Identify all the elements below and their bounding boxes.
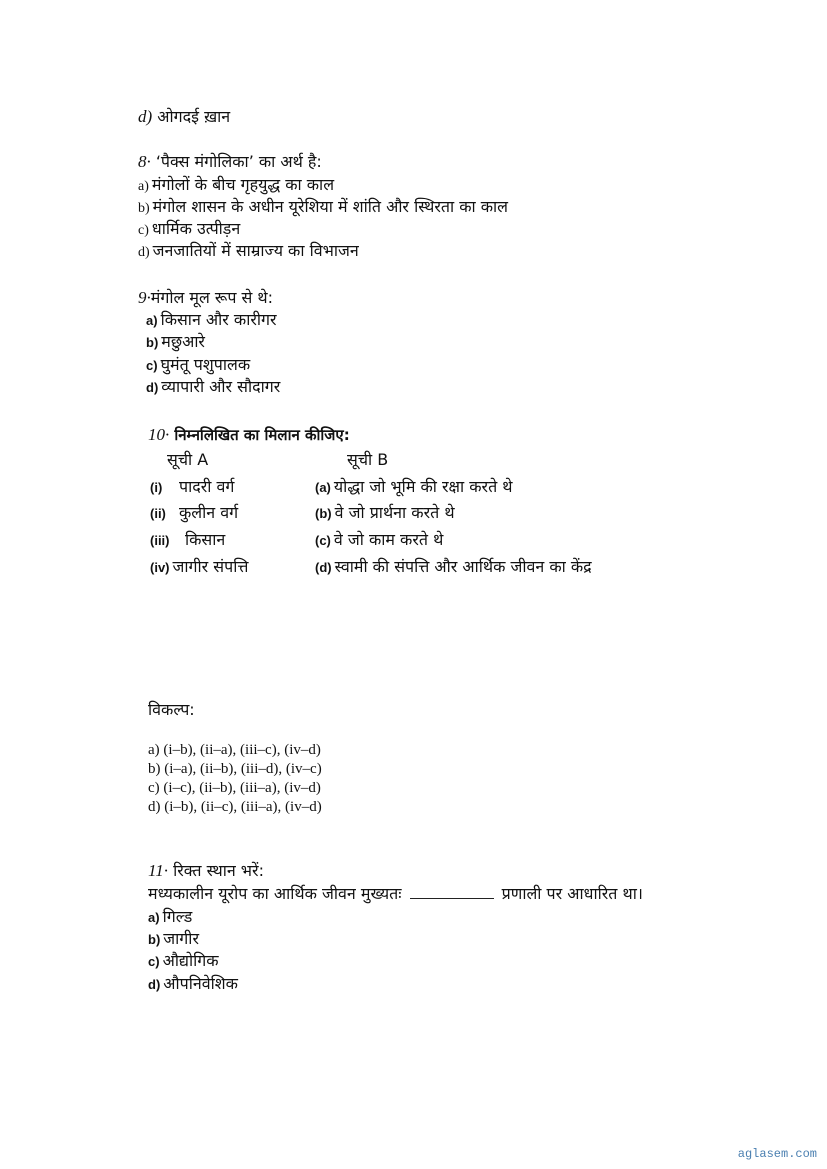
footer-watermark[interactable]: aglasem.com [737,1147,817,1161]
q8-question: 8· ‘पैक्स मंगोलिका’ का अर्थ है: [138,152,322,171]
choice-c: c) (i–c), (ii–b), (iii–a), (iv–d) [148,780,321,796]
choices-heading: विकल्प: [148,700,195,719]
q8-option-c: c) धार्मिक उत्पीड़न [138,219,241,238]
choice-a: a) (i–b), (ii–a), (iii–c), (iv–d) [148,742,321,758]
match-row-4-a: (iv) जागीर संपत्ति [150,557,249,576]
q9-option-c: c) घुमंतू पशुपालक [146,355,251,374]
list-b-header: सूची B [347,450,389,469]
list-a-header: सूची A [167,450,209,469]
choice-b: b) (i–a), (ii–b), (iii–d), (iv–c) [148,761,322,777]
q11-option-b: b) जागीर [148,929,199,948]
match-row-4-b: (d) स्वामी की संपत्ति और आर्थिक जीवन का केंद्र [315,557,592,576]
q11-option-a: a) गिल्ड [148,907,193,926]
q7-option-d: d) ओगदई ख़ान [138,107,231,126]
q11-sentence: मध्यकालीन यूरोप का आर्थिक जीवन मुख्यतः प्रणाली पर आधारित था। [148,884,643,903]
q8-option-d: d) जनजातियों में साम्राज्य का विभाजन [138,241,359,260]
match-row-3-a: (iii) किसान [150,530,226,549]
q8-option-a: a) मंगोलों के बीच गृहयुद्ध का काल [138,175,335,194]
q11-question: 11· रिक्त स्थान भरें: [148,861,264,880]
q11-option-c: c) औद्योगिक [148,951,219,970]
q9-option-b: b) मछुआरे [146,332,205,351]
fill-blank [410,884,494,899]
match-row-2-a: (ii) कुलीन वर्ग [150,503,239,522]
q9-option-d: d) व्यापारी और सौदागर [146,377,281,396]
match-row-1-a: (i) पादरी वर्ग [150,477,235,496]
match-row-2-b: (b) वे जो प्रार्थना करते थे [315,503,455,522]
match-row-3-b: (c) वे जो काम करते थे [315,530,444,549]
q10-question: 10· निम्नलिखित का मिलान कीजिए: [148,425,350,444]
match-row-1-b: (a) योद्धा जो भूमि की रक्षा करते थे [315,477,513,496]
q8-option-b: b) मंगोल शासन के अधीन यूरेशिया में शांति और स्थिरता का काल [138,197,509,216]
q9-question: 9·मंगोल मूल रूप से थे: [138,288,274,307]
q9-option-a: a) किसान और कारीगर [146,310,277,329]
q11-option-d: d) औपनिवेशिक [148,974,238,993]
choice-d: d) (i–b), (ii–c), (iii–a), (iv–d) [148,799,322,815]
